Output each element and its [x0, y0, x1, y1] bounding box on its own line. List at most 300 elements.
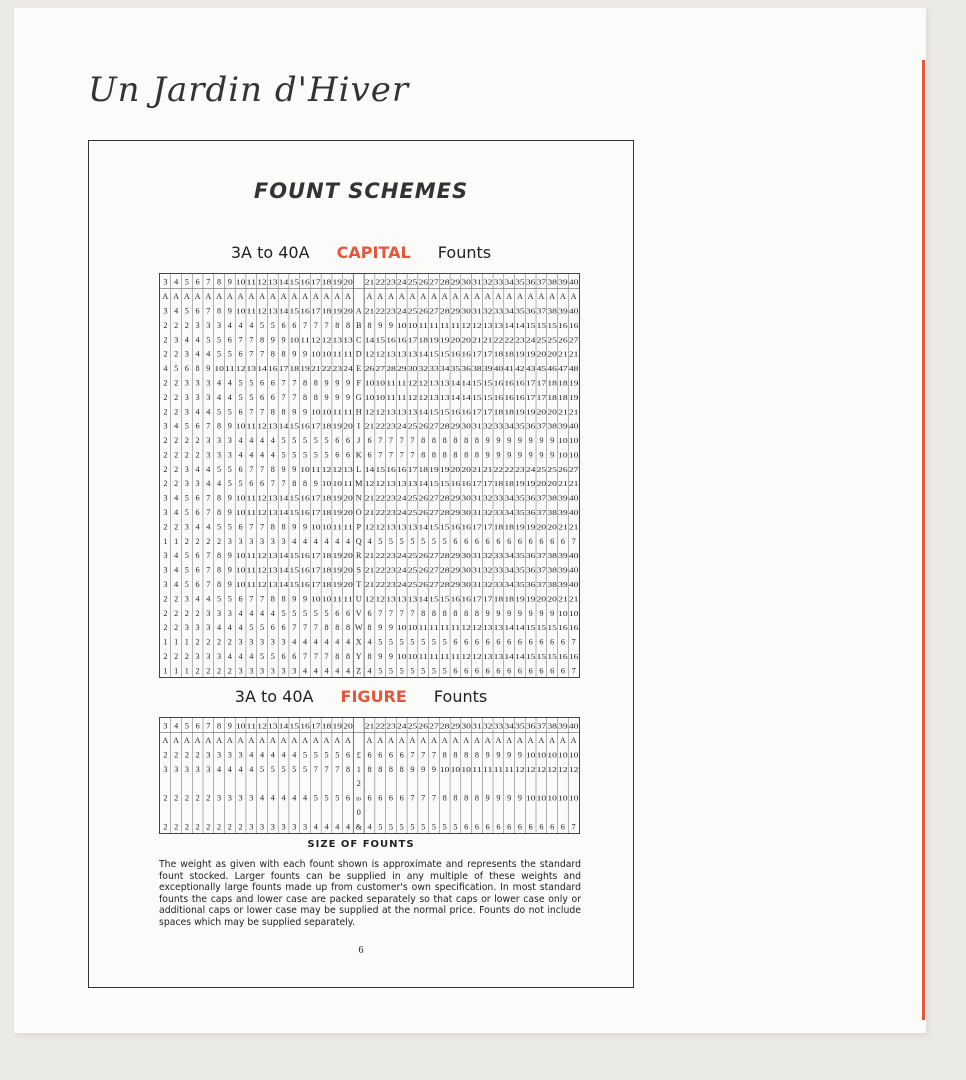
capital-table-cell: 3 [292, 666, 297, 676]
capital-table-cell: 20 [547, 351, 558, 359]
capital-table-cell: 5 [292, 450, 297, 460]
capital-table-cell: 6 [485, 637, 490, 647]
capital-table-cell: 11 [246, 308, 257, 316]
capital-table-cell: 16 [450, 351, 461, 359]
figure-table-header-cell: 17 [311, 723, 322, 731]
capital-table-cell: 17 [472, 481, 483, 489]
capital-table-cell: 7 [249, 594, 254, 604]
capital-table-cell: 16 [268, 366, 279, 374]
capital-table-cell: 4 [184, 335, 189, 345]
capital-table-cell: 17 [407, 466, 419, 474]
capital-table-cell: 16 [461, 351, 472, 359]
figure-table-cell: 8 [464, 750, 469, 760]
capital-table-cell: 23 [386, 582, 397, 590]
capital-table-cell: 7 [292, 623, 297, 633]
capital-table-cell: 4 [217, 479, 222, 489]
figure-table-cell: 5 [270, 764, 275, 774]
capital-table-cell: 29 [450, 553, 461, 561]
capital-table-cell: 9 [281, 464, 286, 474]
capital-table-cell: 16 [300, 495, 311, 503]
capital-table-cell: 6 [528, 637, 533, 647]
figure-table-cell: 6 [388, 793, 394, 803]
capital-table-cell: 9 [485, 436, 490, 446]
figure-table-cell: A [559, 736, 566, 746]
capital-table-cell: 22 [375, 495, 386, 503]
capital-table-cell: 12 [375, 409, 386, 417]
capital-table-cell: 9 [507, 450, 512, 460]
capital-table-cell: 9 [539, 608, 544, 618]
capital-table-cell: 39 [482, 366, 494, 374]
figure-table-cell: A [473, 736, 480, 746]
capital-table-cell: 12 [418, 394, 429, 402]
size-of-founts-title: SIZE OF FOUNTS [307, 839, 415, 850]
capital-table-cell: 1 [174, 536, 179, 546]
capital-table-cell: A [248, 292, 255, 302]
capital-table-cell: 8 [260, 335, 265, 345]
capital-table-cell: 10 [375, 394, 386, 402]
capital-table-cell: 11 [332, 524, 343, 532]
capital-table-cell: A [205, 292, 212, 302]
capital-table-cell: 25 [407, 495, 419, 503]
page-number: 6 [358, 945, 364, 956]
capital-table-cell: 18 [321, 553, 333, 561]
figure-table-cell: 3 [227, 750, 232, 760]
capital-table-cell: A [409, 292, 416, 302]
capital-table-cell: 4 [238, 450, 243, 460]
figure-table-header-cell: 23 [386, 723, 397, 731]
capital-table-cell: 22 [321, 366, 333, 374]
capital-table-cell: 9 [281, 335, 286, 345]
figure-table-header-cell: 24 [396, 723, 408, 731]
capital-table-cell: 7 [378, 450, 383, 460]
capital-table-cell: 28 [439, 567, 451, 575]
capital-table-cell: 18 [547, 394, 558, 402]
capital-table-cell: A [194, 292, 201, 302]
capital-table-cell: 32 [418, 366, 429, 374]
figure-table-header-cell: 40 [568, 723, 579, 731]
capital-table-cell: 9 [292, 349, 297, 359]
capital-table-cell: 15 [547, 322, 558, 330]
figure-table-cell: A [377, 736, 384, 746]
capital-table-cell: 13 [482, 654, 494, 662]
capital-table-cell: 7 [206, 306, 211, 316]
capital-table-cell: 18 [504, 524, 515, 532]
capital-table-letter-cell: P [356, 522, 362, 532]
figure-table-cell: 12 [525, 766, 537, 774]
capital-table-cell: 38 [547, 510, 558, 518]
capital-table-cell: 6 [507, 536, 512, 546]
capital-table-header-cell: 31 [472, 279, 483, 287]
figure-table-letter-cell: 2 [356, 779, 361, 789]
figure-table-header-cell: 34 [504, 723, 515, 731]
capital-table-cell: 26 [418, 582, 429, 590]
capital-table-cell: 7 [281, 378, 286, 388]
figure-table-cell: 10 [536, 752, 547, 760]
capital-table-cell: 2 [195, 666, 200, 676]
capital-table-cell: 7 [302, 652, 308, 662]
capital-table-cell: 14 [364, 337, 376, 345]
capital-table-cell: 25 [407, 567, 419, 575]
capital-table-cell: 11 [343, 481, 354, 489]
capital-table-cell: 40 [568, 567, 579, 575]
capital-table-cell: 38 [547, 567, 558, 575]
capital-table-cell: 3 [184, 623, 189, 633]
capital-table-cell: 8 [217, 565, 222, 575]
figure-table-cell: 2 [206, 793, 211, 803]
capital-table-cell: 7 [324, 320, 329, 330]
capital-table-cell: 9 [292, 464, 297, 474]
capital-table-cell: 10 [568, 438, 579, 446]
capital-table-cell: 7 [399, 608, 404, 618]
figure-table-cell: 5 [453, 822, 458, 832]
figure-table-cell: 3 [302, 822, 308, 832]
capital-table-cell: 5 [249, 392, 254, 402]
figure-table-cell: 2 [184, 793, 189, 803]
capital-table-cell: 3 [260, 637, 265, 647]
figure-table-cell: A [409, 736, 416, 746]
figure-table-cell: 5 [442, 822, 447, 832]
capital-table-header-cell: 10 [235, 279, 247, 287]
figure-table-header-cell: 12 [257, 723, 268, 731]
capital-table-cell: 22 [493, 337, 504, 345]
capital-table-cell: 5 [206, 335, 211, 345]
capital-table-cell: 19 [568, 380, 579, 388]
figure-table-letter-cell: & [355, 822, 362, 832]
capital-table-cell: 3 [206, 450, 211, 460]
capital-table-cell: 4 [163, 364, 168, 374]
capital-table-cell: 16 [386, 466, 397, 474]
capital-table-cell: 7 [313, 320, 318, 330]
capital-table-cell: 2 [163, 392, 168, 402]
capital-table-cell: A [570, 292, 577, 302]
capital-table-cell: 9 [227, 565, 232, 575]
capital-table-cell: 5 [313, 436, 318, 446]
figure-table-cell: A [570, 736, 577, 746]
capital-table-cell: 18 [493, 409, 504, 417]
capital-table-cell: 12 [418, 380, 429, 388]
capital-table-cell: 6 [335, 450, 340, 460]
capital-table-cell: 19 [439, 466, 451, 474]
capital-table-cell: 35 [515, 423, 526, 431]
figure-table-cell: 3 [206, 764, 211, 774]
capital-table-cell: 6 [195, 580, 200, 590]
capital-table-cell: A [506, 292, 513, 302]
capital-table-cell: 15 [439, 524, 451, 532]
capital-table-cell: 6 [560, 637, 565, 647]
capital-table-cell: 8 [335, 320, 340, 330]
capital-table-cell: 3 [227, 608, 232, 618]
capital-table-cell: 4 [238, 652, 243, 662]
capital-table-cell: 17 [482, 481, 494, 489]
capital-table-cell: 11 [246, 567, 257, 575]
figure-table-cell: 5 [324, 793, 329, 803]
capital-table-cell: 11 [225, 366, 236, 374]
capital-table-cell: 8 [281, 349, 286, 359]
capital-table-cell: 9 [539, 436, 544, 446]
capital-table-cell: 45 [536, 366, 547, 374]
figure-table-cell: 10 [547, 795, 558, 803]
capital-table-cell: 35 [515, 510, 526, 518]
figure-accent: FIGURE [340, 687, 407, 706]
figure-table-cell: A [162, 736, 169, 746]
capital-table-cell: 15 [525, 322, 537, 330]
capital-table-cell: 19 [568, 394, 579, 402]
figure-table-header-cell: 15 [289, 723, 300, 731]
capital-table-cell: 13 [439, 394, 451, 402]
capital-table-cell: 4 [227, 623, 232, 633]
capital-table-cell: 8 [421, 450, 426, 460]
capital-table-cell: 20 [536, 409, 547, 417]
capital-table-cell: 13 [429, 380, 440, 388]
capital-table-cell: 4 [195, 522, 200, 532]
capital-table-cell: 29 [450, 582, 461, 590]
capital-table-cell: 5 [388, 637, 394, 647]
capital-table-cell: 18 [321, 495, 333, 503]
capital-table-cell: 16 [450, 409, 461, 417]
capital-table-header-cell: 15 [289, 279, 300, 287]
capital-table-cell: 10 [375, 380, 386, 388]
capital-table-cell: 9 [550, 436, 555, 446]
capital-table-cell: 6 [292, 320, 297, 330]
capital-table-cell: 10 [235, 423, 247, 431]
capital-table-cell: 2 [184, 436, 189, 446]
capital-table-cell: 40 [568, 495, 579, 503]
capital-table-letter-cell: X [355, 637, 362, 647]
page-edge-accent [922, 60, 925, 1020]
capital-table-cell: 18 [493, 596, 504, 604]
capital-table-cell: 14 [504, 625, 515, 633]
capital-table-cell: A [559, 292, 566, 302]
figure-table-cell: 7 [410, 793, 415, 803]
capital-table-cell: 2 [174, 522, 179, 532]
figure-table-cell: 12 [547, 766, 558, 774]
figure-table-cell: 4 [238, 764, 243, 774]
capital-table-cell: 11 [418, 625, 429, 633]
figure-table-cell: 5 [292, 764, 297, 774]
capital-table-cell: 13 [396, 524, 408, 532]
capital-table-cell: 11 [418, 654, 429, 662]
capital-table-cell: 4 [227, 378, 232, 388]
capital-table-cell: 12 [472, 322, 483, 330]
capital-table-cell: 16 [450, 596, 461, 604]
capital-table-cell: 5 [313, 608, 318, 618]
capital-table-cell: 6 [281, 652, 286, 662]
capital-table-cell: 22 [504, 337, 515, 345]
capital-table-cell: 9 [345, 392, 351, 402]
capital-table-cell: 10 [568, 610, 579, 618]
capital-table-cell: 3 [206, 623, 211, 633]
capital-table-cell: 5 [238, 392, 243, 402]
capital-table-cell: 3 [163, 306, 168, 316]
figure-table-cell: 5 [335, 750, 340, 760]
capital-table-header-cell: 36 [525, 279, 537, 287]
figure-table-header-cell: 14 [278, 723, 290, 731]
capital-table-cell: 3 [184, 392, 189, 402]
capital-table-cell: 13 [407, 409, 419, 417]
capital-table-cell: 21 [558, 524, 569, 532]
capital-table-cell: 5 [281, 436, 286, 446]
capital-table-cell: 5 [281, 450, 286, 460]
capital-table-cell: 3 [206, 392, 211, 402]
capital-table-cell: 8 [464, 436, 469, 446]
capital-table-cell: A [312, 292, 319, 302]
capital-table-cell: 5 [227, 594, 232, 604]
capital-table-cell: 21 [364, 510, 376, 518]
capital-table-cell: A [280, 292, 287, 302]
capital-table-cell: 21 [364, 495, 376, 503]
capital-table-cell: 8 [367, 652, 372, 662]
figure-table-header-cell: 3 [163, 721, 168, 731]
figure-table-cell: 10 [461, 766, 472, 774]
capital-table-cell: 8 [270, 349, 275, 359]
capital-table-cell: 5 [281, 608, 286, 618]
capital-table-cell: 3 [184, 407, 189, 417]
capital-table-cell: 26 [558, 466, 569, 474]
capital-table-cell: 15 [439, 596, 451, 604]
capital-table-cell: 33 [493, 510, 504, 518]
capital-table-cell: 24 [396, 308, 408, 316]
figure-table-cell: 6 [399, 750, 404, 760]
capital-table-cell: 11 [439, 654, 451, 662]
capital-table-cell: 7 [571, 637, 576, 647]
capital-table-cell: 20 [536, 524, 547, 532]
capital-table-cell: 6 [507, 637, 512, 647]
capital-table-cell: 12 [375, 481, 386, 489]
capital-table-cell: 5 [217, 349, 222, 359]
capital-table-cell: 26 [418, 510, 429, 518]
capital-table-cell: 4 [260, 608, 265, 618]
figure-table-cell: A [280, 736, 287, 746]
capital-table-cell: 8 [302, 378, 308, 388]
capital-table-cell: 6 [539, 666, 544, 676]
figure-table-cell: A [527, 736, 534, 746]
figure-table-cell: A [549, 736, 556, 746]
capital-table-cell: 30 [461, 567, 472, 575]
capital-table-cell: 13 [386, 596, 397, 604]
capital-table-cell: 11 [246, 553, 257, 561]
capital-table-cell: 14 [504, 654, 515, 662]
figure-table-header-cell: 36 [525, 723, 537, 731]
capital-table-cell: 17 [311, 553, 322, 561]
capital-table-cell: 2 [217, 666, 222, 676]
capital-table-cell: 6 [292, 652, 297, 662]
capital-table-header-cell: 7 [206, 277, 211, 287]
figure-table-cell: 6 [550, 822, 555, 832]
capital-table-cell: 22 [375, 423, 386, 431]
capital-table-cell: 12 [332, 466, 343, 474]
capital-table-cell: 4 [367, 666, 372, 676]
capital-table-cell: 18 [321, 308, 333, 316]
capital-table-cell: 15 [439, 351, 451, 359]
figure-suffix: Founts [433, 687, 488, 706]
capital-table-cell: 2 [174, 349, 179, 359]
capital-table-cell: 24 [396, 567, 408, 575]
capital-table-cell: 6 [281, 623, 286, 633]
capital-table-cell: 13 [396, 481, 408, 489]
capital-table-cell: 5 [378, 536, 383, 546]
capital-table-cell: 4 [217, 392, 222, 402]
figure-table-cell: 10 [558, 795, 569, 803]
capital-table-cell: 4 [174, 493, 179, 503]
capital-table-cell: 19 [525, 351, 537, 359]
capital-table-cell: 13 [386, 481, 397, 489]
capital-table-cell: 4 [270, 450, 275, 460]
capital-table-cell: 10 [311, 351, 322, 359]
capital-table-cell: 7 [260, 464, 265, 474]
figure-table-cell: 2 [184, 822, 189, 832]
capital-table-cell: 22 [375, 308, 386, 316]
capital-table-cell: 3 [163, 421, 168, 431]
capital-table-cell: 22 [375, 510, 386, 518]
capital-table-cell: 7 [292, 392, 297, 402]
figure-table-cell: A [205, 736, 212, 746]
capital-table-cell: 19 [525, 409, 537, 417]
capital-table-cell: 39 [558, 510, 569, 518]
capital-table-cell: 7 [249, 407, 254, 417]
capital-founts-subhead [89, 243, 633, 262]
capital-table-cell: 19 [439, 337, 451, 345]
capital-table-cell: 37 [536, 567, 547, 575]
capital-table-cell: 7 [270, 479, 275, 489]
capital-table-cell: 4 [217, 378, 222, 388]
capital-table-cell: 18 [493, 351, 504, 359]
capital-table-cell: 8 [302, 392, 308, 402]
capital-table-cell: 2 [227, 637, 232, 647]
capital-table-cell: 28 [386, 366, 397, 374]
capital-table-cell: 3 [195, 392, 200, 402]
capital-table-cell: 9 [517, 436, 522, 446]
capital-table-cell: 15 [536, 322, 547, 330]
figure-table-header-cell: 5 [184, 721, 189, 731]
capital-table-cell: 4 [174, 306, 179, 316]
capital-table-cell: 17 [311, 567, 322, 575]
figure-table-cell: A [388, 736, 394, 746]
capital-table-header-cell: 32 [482, 279, 494, 287]
capital-table-cell: 3 [163, 508, 168, 518]
capital-table-cell: 16 [461, 524, 472, 532]
capital-table-cell: 12 [461, 322, 472, 330]
capital-table-cell: 16 [493, 394, 504, 402]
figure-table-cell: 2 [206, 822, 211, 832]
capital-table-cell: 4 [238, 436, 243, 446]
capital-table-cell: 9 [517, 450, 522, 460]
capital-table-cell: 21 [558, 409, 569, 417]
capital-table-cell: 6 [485, 666, 490, 676]
capital-table-cell: 6 [345, 436, 351, 446]
capital-table-letter-cell: J [357, 436, 361, 446]
capital-table-header-cell: 13 [268, 279, 279, 287]
capital-table-cell: 3 [206, 436, 211, 446]
figure-table-cell: 5 [431, 822, 437, 832]
capital-table-cell: 4 [206, 464, 211, 474]
capital-table-cell: 34 [504, 495, 515, 503]
capital-table-cell: 20 [536, 481, 547, 489]
capital-table-letter-cell: D [355, 349, 362, 359]
capital-table-cell: 9 [496, 450, 501, 460]
figure-table-cell: 10 [450, 766, 461, 774]
capital-table-cell: 2 [163, 436, 168, 446]
capital-table-cell: 6 [227, 335, 232, 345]
capital-table-cell: 13 [429, 394, 440, 402]
figure-table-cell: 6 [367, 750, 372, 760]
capital-table-cell: 3 [184, 479, 189, 489]
capital-table-cell: 4 [302, 536, 308, 546]
figure-table-cell: 2 [174, 750, 179, 760]
capital-table-cell: 7 [410, 436, 415, 446]
capital-table-cell: 16 [300, 308, 311, 316]
figure-table-cell: 5 [399, 822, 404, 832]
capital-table-cell: 17 [472, 409, 483, 417]
